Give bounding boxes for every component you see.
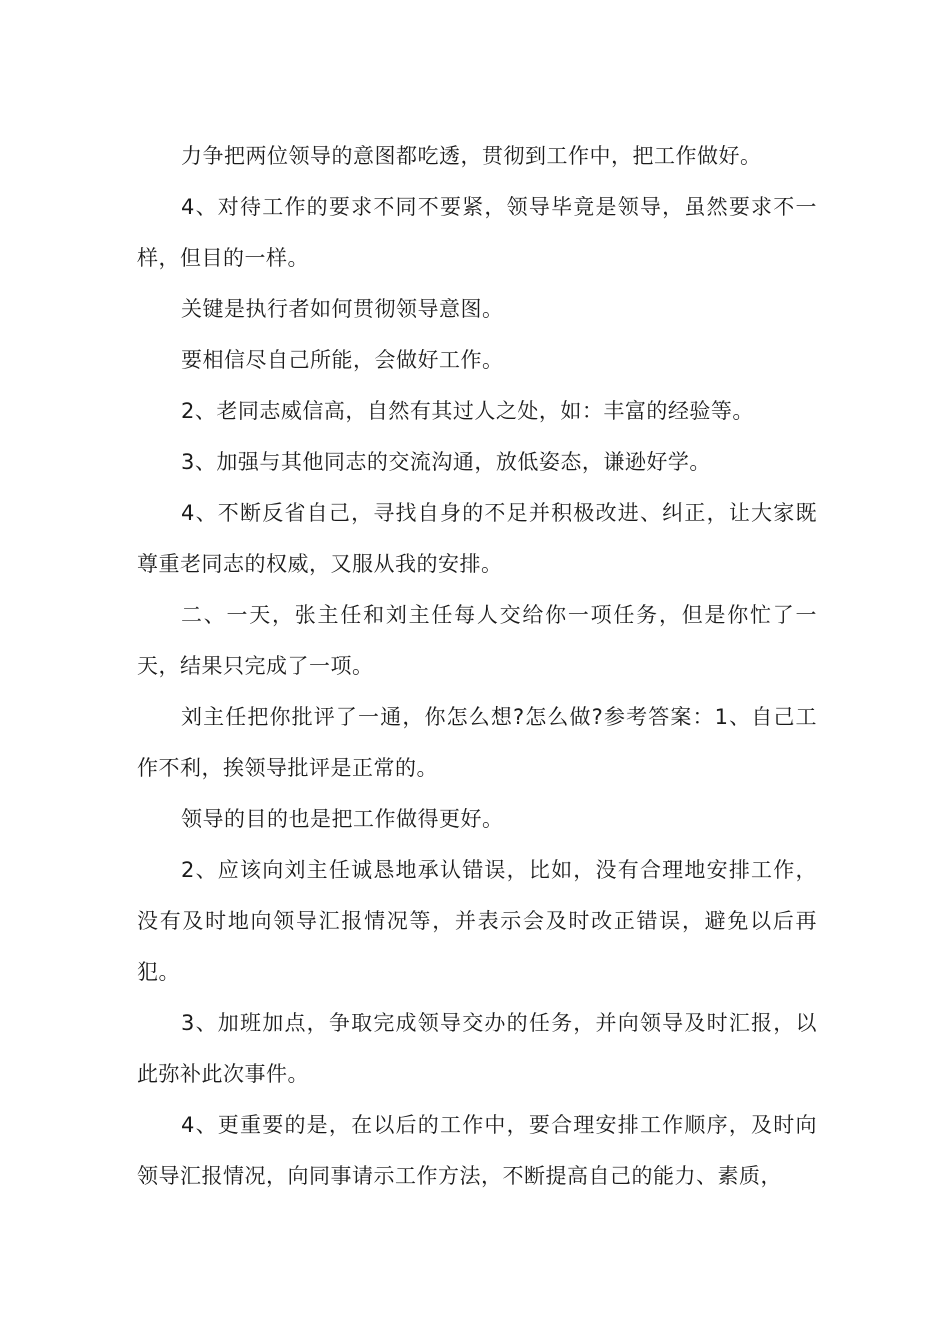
paragraph: 要相信尽自己所能，会做好工作。 xyxy=(181,348,504,372)
paragraph: 2、老同志威信高，自然有其过人之处，如：丰富的经验等。 xyxy=(181,399,754,423)
document-body xyxy=(137,131,817,1202)
paragraph: 领导的目的也是把工作做得更好。 xyxy=(181,807,504,831)
paragraph: 4、不断反省自己，寻找自身的不足并积极改进、纠正，让大家既尊重老同志的权威，又服从我的安排。 xyxy=(137,501,817,576)
paragraph: 力争把两位领导的意图都吃透，贯彻到工作中，把工作做好。 xyxy=(181,144,762,168)
paragraph: 4、更重要的是，在以后的工作中，要合理安排工作顺序，及时向领导汇报情况，向同事请示工作方法，不断提高自己的能力、素质， xyxy=(137,1113,817,1188)
paragraph: 二、一天，张主任和刘主任每人交给你一项任务，但是你忙了一天，结果只完成了一项。 xyxy=(137,603,817,678)
paragraph: 3、加强与其他同志的交流沟通，放低姿态，谦逊好学。 xyxy=(181,450,711,474)
paragraph: 关键是执行者如何贯彻领导意图。 xyxy=(181,297,504,321)
paragraph: 4、对待工作的要求不同不要紧，领导毕竟是领导，虽然要求不一样，但目的一样。 xyxy=(137,195,817,270)
paragraph: 2、应该向刘主任诚恳地承认错误，比如，没有合理地安排工作，没有及时地向领导汇报情况等，并表示会及时改正错误，避免以后再犯。 xyxy=(137,858,817,984)
paragraph: 3、加班加点，争取完成领导交办的任务，并向领导及时汇报，以此弥补此次事件。 xyxy=(137,1011,817,1086)
paragraph: 刘主任把你批评了一通，你怎么想?怎么做?参考答案：1、自己工作不利，挨领导批评是正常的。 xyxy=(137,705,817,780)
